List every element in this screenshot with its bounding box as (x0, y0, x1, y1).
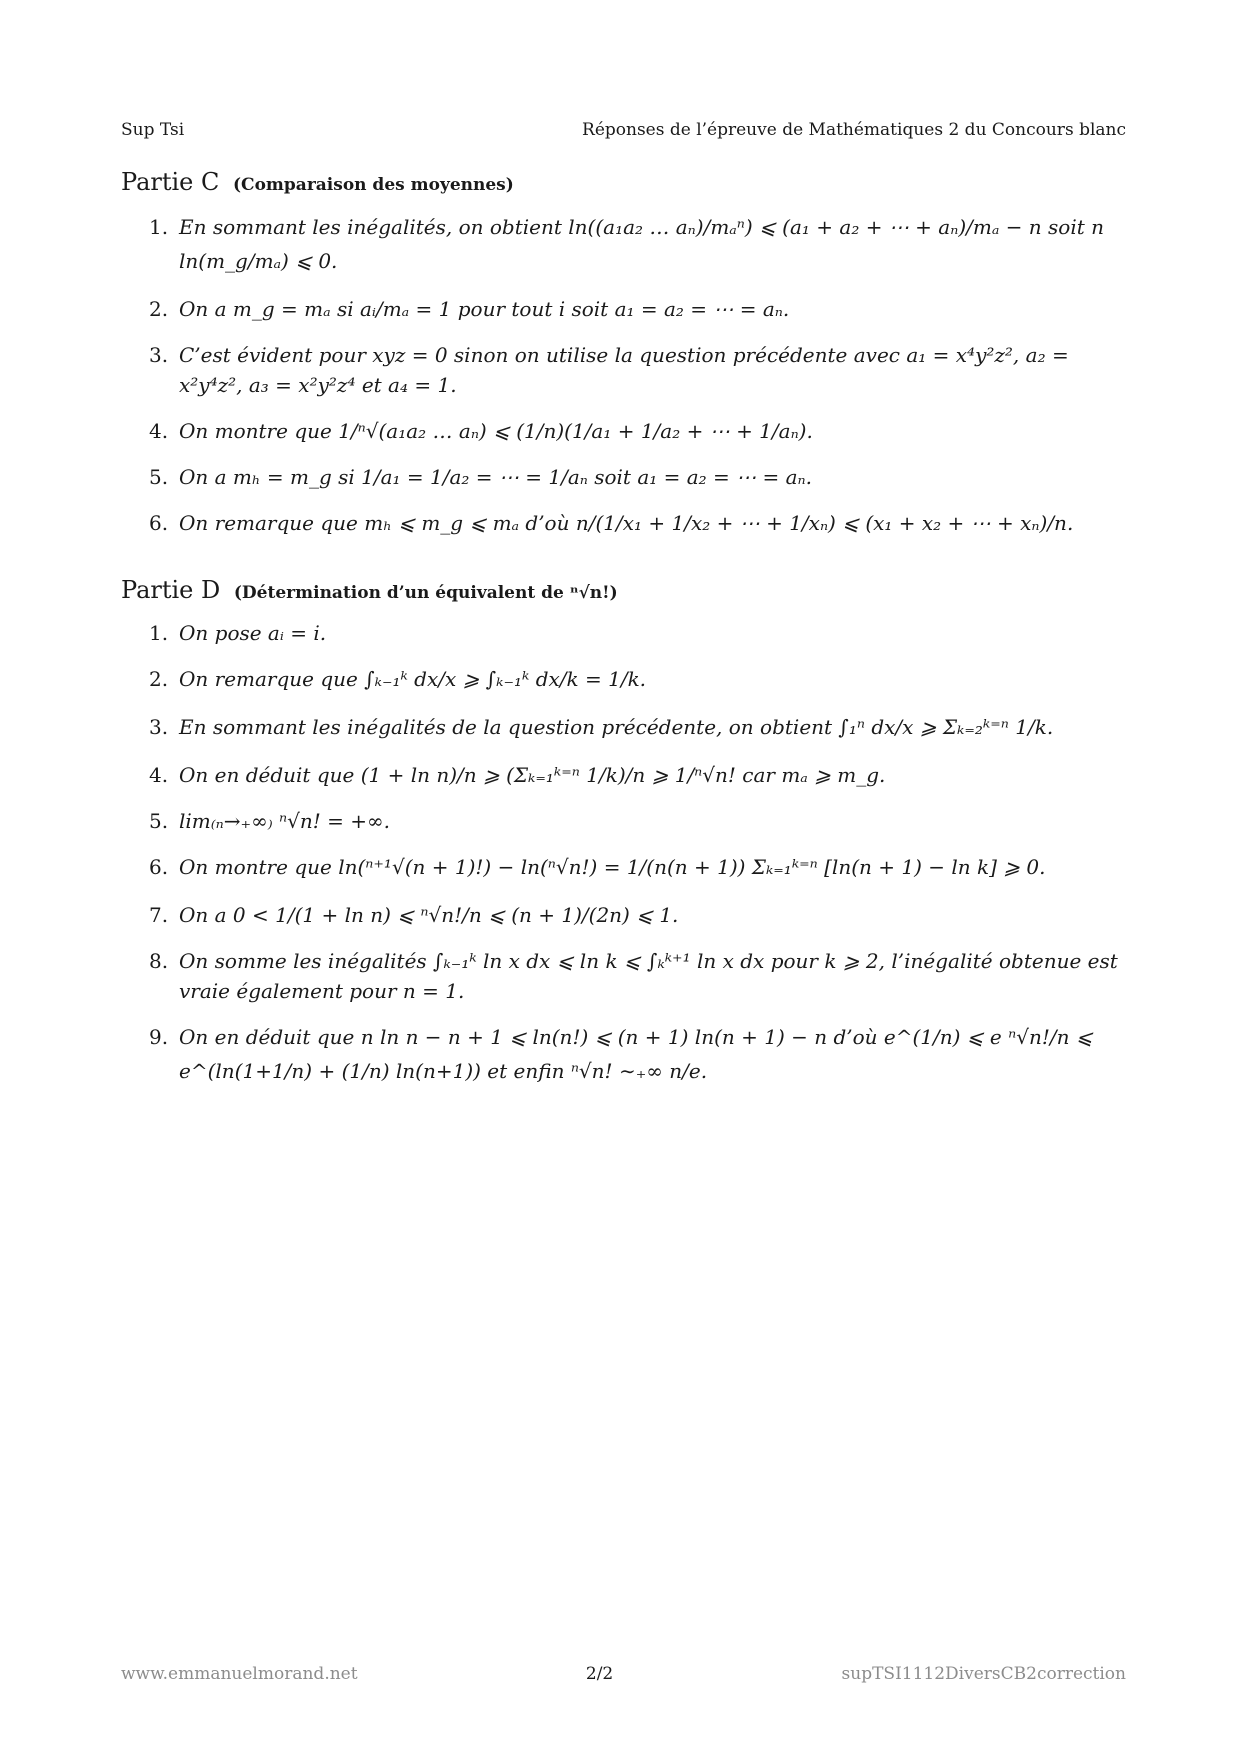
item-number: 2. (149, 297, 169, 321)
list-item (149, 414, 1126, 448)
item-text: On remarque que ∫ₖ₋₁ᵏ dx/x ⩾ ∫ₖ₋₁ᵏ dx/k = 1/k. (179, 667, 647, 691)
item-number: 8. (149, 949, 169, 973)
item-text: C’est évident pour xyz = 0 sinon on utilise la question précédente avec a₁ = x⁴y²z², a₂ = x²y⁴z², a₃ = x²y²z⁴ et a₄ = 1. (179, 343, 1069, 397)
item-text: lim₍ₙ→₊∞₎ ⁿ√n! = +∞. (179, 809, 391, 833)
list-item (149, 618, 1126, 648)
item-text: On a mₕ = m_g si 1/a₁ = 1/a₂ = ⋯ = 1/aₙ soit a₁ = a₂ = ⋯ = aₙ. (179, 465, 813, 489)
page-footer (121, 1664, 1126, 1684)
item-text: En sommant les inégalités de la question précédente, on obtient ∫₁ⁿ dx/x ⩾ Σₖ₌₂ᵏ⁼ⁿ 1/k. (179, 715, 1054, 739)
list-item (149, 1020, 1126, 1088)
header-right: Réponses de l’épreuve de Mathématiques 2 du Concours blanc (582, 120, 1126, 140)
page-content (121, 168, 1126, 1102)
list-item (149, 662, 1126, 696)
item-text: On somme les inégalités ∫ₖ₋₁ᵏ ln x dx ⩽ ln k ⩽ ∫ₖᵏ⁺¹ ln x dx pour k ⩾ 2, l’inégalité obtenue est vraie également pour n = 1. (179, 949, 1118, 1003)
section-subtitle-d: (Détermination d’un équivalent de ⁿ√n!) (233, 583, 618, 603)
list-partie-c (121, 210, 1126, 540)
item-number: 5. (149, 465, 169, 489)
item-number: 4. (149, 763, 169, 787)
item-number: 1. (149, 621, 169, 645)
list-item (149, 210, 1126, 278)
item-text: On a 0 < 1/(1 + ln n) ⩽ ⁿ√n!/n ⩽ (n + 1)/(2n) ⩽ 1. (179, 903, 679, 927)
section-partie-d (121, 576, 1126, 1088)
page-number: 2/2 (585, 1664, 614, 1684)
item-number: 9. (149, 1025, 169, 1049)
list-item (149, 710, 1126, 744)
list-item (149, 850, 1126, 884)
section-title-c-label: Partie C (121, 168, 220, 196)
section-title-c (121, 168, 1126, 196)
list-item (149, 946, 1126, 1006)
item-number: 6. (149, 855, 169, 879)
item-number: 1. (149, 215, 169, 239)
section-title-d-label: Partie D (121, 576, 221, 604)
item-number: 7. (149, 903, 169, 927)
section-partie-c (121, 168, 1126, 540)
item-text: On en déduit que (1 + ln n)/n ⩾ (Σₖ₌₁ᵏ⁼ⁿ 1/k)/n ⩾ 1/ⁿ√n! car mₐ ⩾ m_g. (179, 763, 886, 787)
list-item (149, 758, 1126, 792)
list-item (149, 806, 1126, 836)
item-text: On pose aᵢ = i. (179, 621, 327, 645)
item-text: On en déduit que n ln n − n + 1 ⩽ ln(n!) ⩽ (n + 1) ln(n + 1) − n d’où e^(1/n) ⩽ e ⁿ√n!/n ⩽ e^(ln(1+1/n) + (1/n) ln(n+1)) et enfin ⁿ√n! ∼₊∞ n/e. (179, 1025, 1093, 1083)
item-number: 4. (149, 419, 169, 443)
footer-document-id: supTSI1112DiversCB2correction (841, 1664, 1126, 1684)
item-text: On remarque que mₕ ⩽ m_g ⩽ mₐ d’où n/(1/x₁ + 1/x₂ + ⋯ + 1/xₙ) ⩽ (x₁ + x₂ + ⋯ + xₙ)/n. (179, 511, 1074, 535)
list-item (149, 898, 1126, 932)
item-text: On montre que 1/ⁿ√(a₁a₂ … aₙ) ⩽ (1/n)(1/a₁ + 1/a₂ + ⋯ + 1/aₙ). (179, 419, 813, 443)
item-text: On a m_g = mₐ si aᵢ/mₐ = 1 pour tout i soit a₁ = a₂ = ⋯ = aₙ. (179, 297, 790, 321)
item-number: 5. (149, 809, 169, 833)
item-number: 6. (149, 511, 169, 535)
page-header (121, 120, 1126, 140)
item-number: 2. (149, 667, 169, 691)
list-item (149, 340, 1126, 400)
section-title-d (121, 576, 1126, 604)
section-subtitle-c: (Comparaison des moyennes) (233, 175, 514, 195)
item-number: 3. (149, 343, 169, 367)
footer-website: www.emmanuelmorand.net (121, 1664, 358, 1684)
item-text: On montre que ln(ⁿ⁺¹√(n + 1)!) − ln(ⁿ√n!) = 1/(n(n + 1)) Σₖ₌₁ᵏ⁼ⁿ [ln(n + 1) − ln k] ⩾ 0. (179, 855, 1046, 879)
list-partie-d (121, 618, 1126, 1088)
list-item (149, 462, 1126, 492)
header-left: Sup Tsi (121, 120, 185, 140)
list-item (149, 506, 1126, 540)
list-item (149, 292, 1126, 326)
item-text: En sommant les inégalités, on obtient ln((a₁a₂ … aₙ)/mₐⁿ) ⩽ (a₁ + a₂ + ⋯ + aₙ)/mₐ − n soit n ln(m_g/mₐ) ⩽ 0. (179, 215, 1105, 273)
item-number: 3. (149, 715, 169, 739)
